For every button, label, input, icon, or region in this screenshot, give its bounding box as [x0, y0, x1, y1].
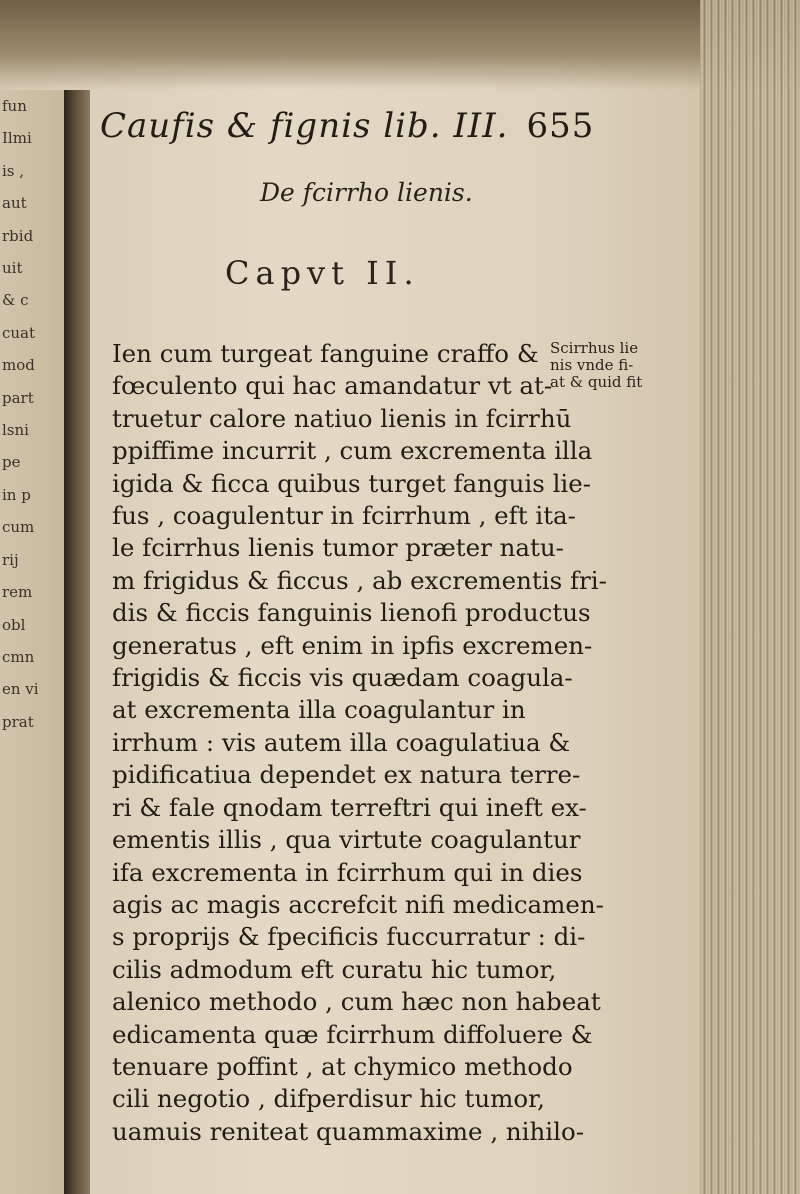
text-line: Ien cum turgeat fanguine craffo & — [112, 339, 539, 368]
page-number: 655 — [526, 106, 595, 146]
page-stack-edge — [700, 0, 800, 1194]
text-line: irrhum : vis autem illa coagulatiua & — [112, 727, 571, 757]
text-line: uamuis reniteat quammaxime , nihilo- — [112, 1116, 584, 1146]
text-line: at excrementa illa coagulantur in — [112, 695, 526, 725]
margin-note-line: Scirrhus lie — [550, 339, 639, 357]
text-line: ri & fale qnodam terreftri qui ineft ex- — [112, 792, 587, 822]
text-line: edicamenta quæ fcirrhum diffoluere & — [112, 1019, 593, 1049]
facing-fragment: fun — [2, 97, 27, 115]
text-line: m frigidus & ficcus , ab excrementis fri- — [112, 565, 607, 595]
text-line: tenuare poffint , at chymico methodo — [112, 1051, 573, 1081]
facing-fragment: cmn — [2, 647, 35, 666]
book-gutter — [64, 90, 90, 1194]
facing-fragment: en vi — [2, 680, 39, 699]
facing-fragment: aut — [2, 194, 27, 213]
text-line: agis ac magis accrefcit nifi medicamen- — [112, 889, 604, 919]
top-shadow — [0, 0, 800, 90]
running-header-title: Caufis & fignis lib. III. — [100, 106, 509, 146]
facing-fragment: part — [2, 388, 34, 407]
text-line: generatus , eft enim in ipfis excremen- — [112, 630, 593, 660]
margin-note — [550, 340, 690, 391]
facing-fragment: obl — [2, 615, 26, 634]
text-line: fus , coagulentur in fcirrhum , eft ita- — [112, 501, 576, 531]
facing-fragment: lsni — [2, 421, 29, 440]
text-line: truetur calore natiuo lienis in fcirrhū — [112, 403, 572, 433]
text-line: ifa excrementa in fcirrhum qui in dies — [112, 857, 583, 887]
text-line: s proprijs & fpecificis fuccurratur : di- — [112, 922, 586, 952]
text-line: ppiffime incurrit , cum excrementa illa — [112, 436, 593, 466]
facing-fragment: & c — [2, 291, 29, 310]
text-line: cili negotio , difperdisur hic tumor, — [112, 1084, 545, 1114]
facing-fragment: in p — [2, 485, 31, 504]
text-line: ementis illis , qua virtute coagulantur — [112, 825, 581, 855]
text-line: frigidis & ficcis vis quædam coagula- — [112, 663, 573, 693]
book-page — [90, 90, 700, 1194]
facing-fragment: uit — [2, 259, 23, 278]
facing-fragment: rbid — [2, 226, 34, 245]
text-line: pidificatiua dependet ex natura terre- — [112, 760, 581, 790]
margin-note-line: at & quid fit — [550, 373, 643, 391]
facing-fragment: prat — [2, 712, 34, 731]
margin-note-line: nis vnde fi- — [550, 356, 634, 374]
section-title: De fcirrho lienis. — [260, 178, 473, 207]
facing-fragment: Ilmi — [2, 129, 32, 148]
text-line: igida & ficca quibus turget fanguis lie- — [112, 468, 592, 498]
text-line: dis & ficcis fanguinis lienofi productus — [112, 598, 591, 628]
facing-fragment: mod — [2, 356, 35, 375]
facing-fragment: is , — [2, 161, 25, 180]
facing-fragment: cum — [2, 518, 35, 537]
facing-fragment: pe — [2, 453, 21, 472]
facing-page-edge — [0, 90, 64, 1194]
text-line: alenico methodo , cum hæc non habeat — [112, 987, 601, 1017]
text-line: fœculento qui hac amandatur vt at- — [112, 371, 553, 401]
chapter-heading: Capvt II. — [225, 254, 420, 292]
text-line: le fcirrhus lienis tumor præter natu- — [112, 533, 564, 563]
facing-fragment: rij — [2, 550, 19, 569]
facing-fragment: rem — [2, 583, 33, 602]
facing-fragment: cuat — [2, 323, 36, 342]
running-header — [100, 106, 594, 146]
text-line: cilis admodum eft curatu hic tumor, — [112, 954, 557, 984]
